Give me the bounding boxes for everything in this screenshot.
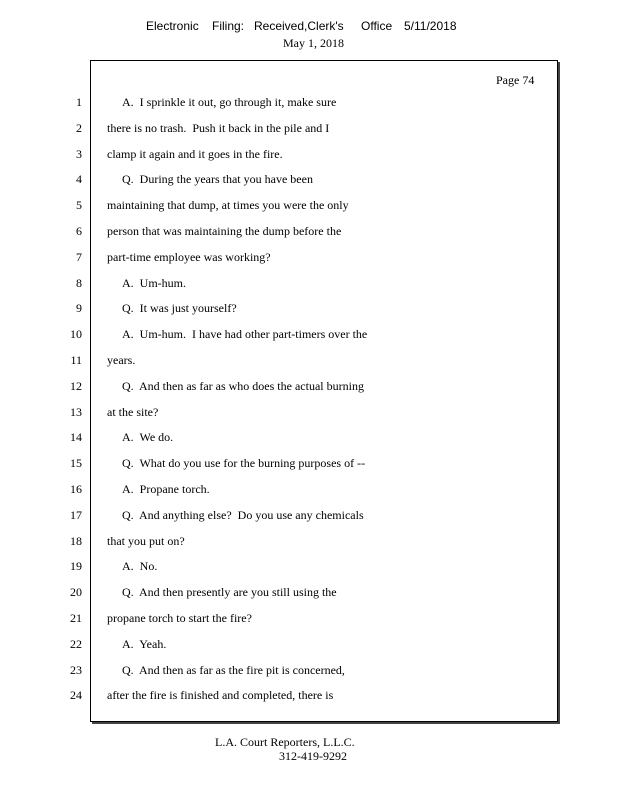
line-number: 18 (70, 533, 82, 548)
line-number: 4 (76, 172, 82, 187)
line-text: after the fire is finished and completed, there is (107, 688, 334, 703)
line-text: A. Um-hum. (122, 275, 186, 290)
line-text: Q. And anything else? Do you use any chemicals (122, 507, 364, 522)
transcript-line (0, 637, 618, 653)
line-number: 17 (70, 507, 82, 522)
transcript-line (0, 405, 618, 421)
line-text: Q. What do you use for the burning purposes of -- (122, 456, 366, 471)
line-text: A. Propane torch. (122, 482, 210, 496)
line-text: there is no trash. Push it back in the pile and I (107, 120, 330, 135)
transcript-line (0, 301, 618, 317)
transcript-line (0, 482, 618, 498)
line-number: 24 (70, 688, 82, 703)
line-text: part-time employee was working? (107, 249, 271, 264)
line-number: 20 (70, 585, 82, 600)
line-number: 5 (76, 198, 82, 213)
line-text: that you put on? (107, 533, 185, 548)
filed-date: May 1, 2018 (283, 36, 344, 50)
transcript-line (0, 327, 618, 343)
line-text: A. Um-hum. I have had other part-timers over the (122, 327, 368, 342)
line-number: 13 (70, 404, 82, 419)
transcript-line (0, 688, 618, 704)
line-text: Q. And then as far as who does the actual burning (122, 378, 364, 393)
transcript-line (0, 611, 618, 627)
page-number: Page 74 (496, 73, 535, 87)
line-text: propane torch to start the fire? (107, 611, 252, 625)
line-number: 9 (76, 301, 82, 316)
line-text: person that was maintaining the dump before the (107, 224, 342, 238)
line-number: 11 (70, 353, 82, 367)
transcript-line (0, 121, 618, 137)
line-text: A. No. (122, 559, 158, 574)
transcript-line (0, 456, 618, 472)
line-number: 3 (76, 146, 82, 161)
stamp-date: 5/11/2018 (404, 19, 457, 33)
line-text: Q. And then as far as the fire pit is concerned, (122, 662, 345, 677)
transcript-line (0, 147, 618, 163)
transcript-line (0, 508, 618, 524)
transcript-line (0, 559, 618, 575)
court-reporter-company: L.A. Court Reporters, L.L.C. (215, 735, 355, 749)
line-number: 21 (70, 611, 82, 625)
transcript-line (0, 172, 618, 188)
transcript-line (0, 276, 618, 292)
line-number: 19 (70, 559, 82, 574)
transcript-line (0, 95, 618, 111)
line-text: Q. And then presently are you still using the (122, 585, 337, 600)
line-number: 2 (76, 120, 82, 135)
line-number: 6 (76, 224, 82, 238)
transcript-line (0, 534, 618, 550)
line-text: Q. It was just yourself? (122, 301, 237, 316)
filing-stamp (0, 19, 618, 35)
stamp-filing: Filing: (212, 19, 245, 33)
transcript-line (0, 585, 618, 601)
transcript-line (0, 198, 618, 214)
line-number: 14 (70, 430, 82, 445)
line-number: 15 (70, 456, 82, 471)
line-number: 22 (70, 636, 82, 651)
line-text: clamp it again and it goes in the fire. (107, 146, 283, 161)
line-text: at the site? (107, 404, 159, 419)
line-number: 8 (76, 275, 82, 290)
line-text: maintaining that dump, at times you were the only (107, 198, 349, 213)
stamp-electronic: Electronic (146, 19, 199, 33)
line-text: A. I sprinkle it out, go through it, make sure (122, 95, 337, 109)
line-text: Q. During the years that you have been (122, 172, 313, 187)
line-text: A. We do. (122, 430, 174, 445)
transcript-line (0, 379, 618, 395)
line-number: 1 (76, 95, 82, 109)
transcript-line (0, 663, 618, 679)
stamp-office: Office (361, 19, 393, 33)
line-text: years. (107, 353, 136, 367)
transcript-line (0, 430, 618, 446)
court-reporter-phone: 312-419-9292 (279, 749, 347, 763)
stamp-received: Received,Clerk's (254, 19, 344, 33)
line-text: A. Yeah. (122, 636, 167, 651)
line-number: 12 (70, 378, 82, 393)
transcript-line (0, 353, 618, 369)
line-number: 16 (70, 482, 82, 496)
transcript-line (0, 250, 618, 266)
transcript-line (0, 224, 618, 240)
line-number: 10 (70, 327, 82, 342)
line-number: 7 (76, 249, 82, 264)
line-number: 23 (70, 662, 82, 677)
